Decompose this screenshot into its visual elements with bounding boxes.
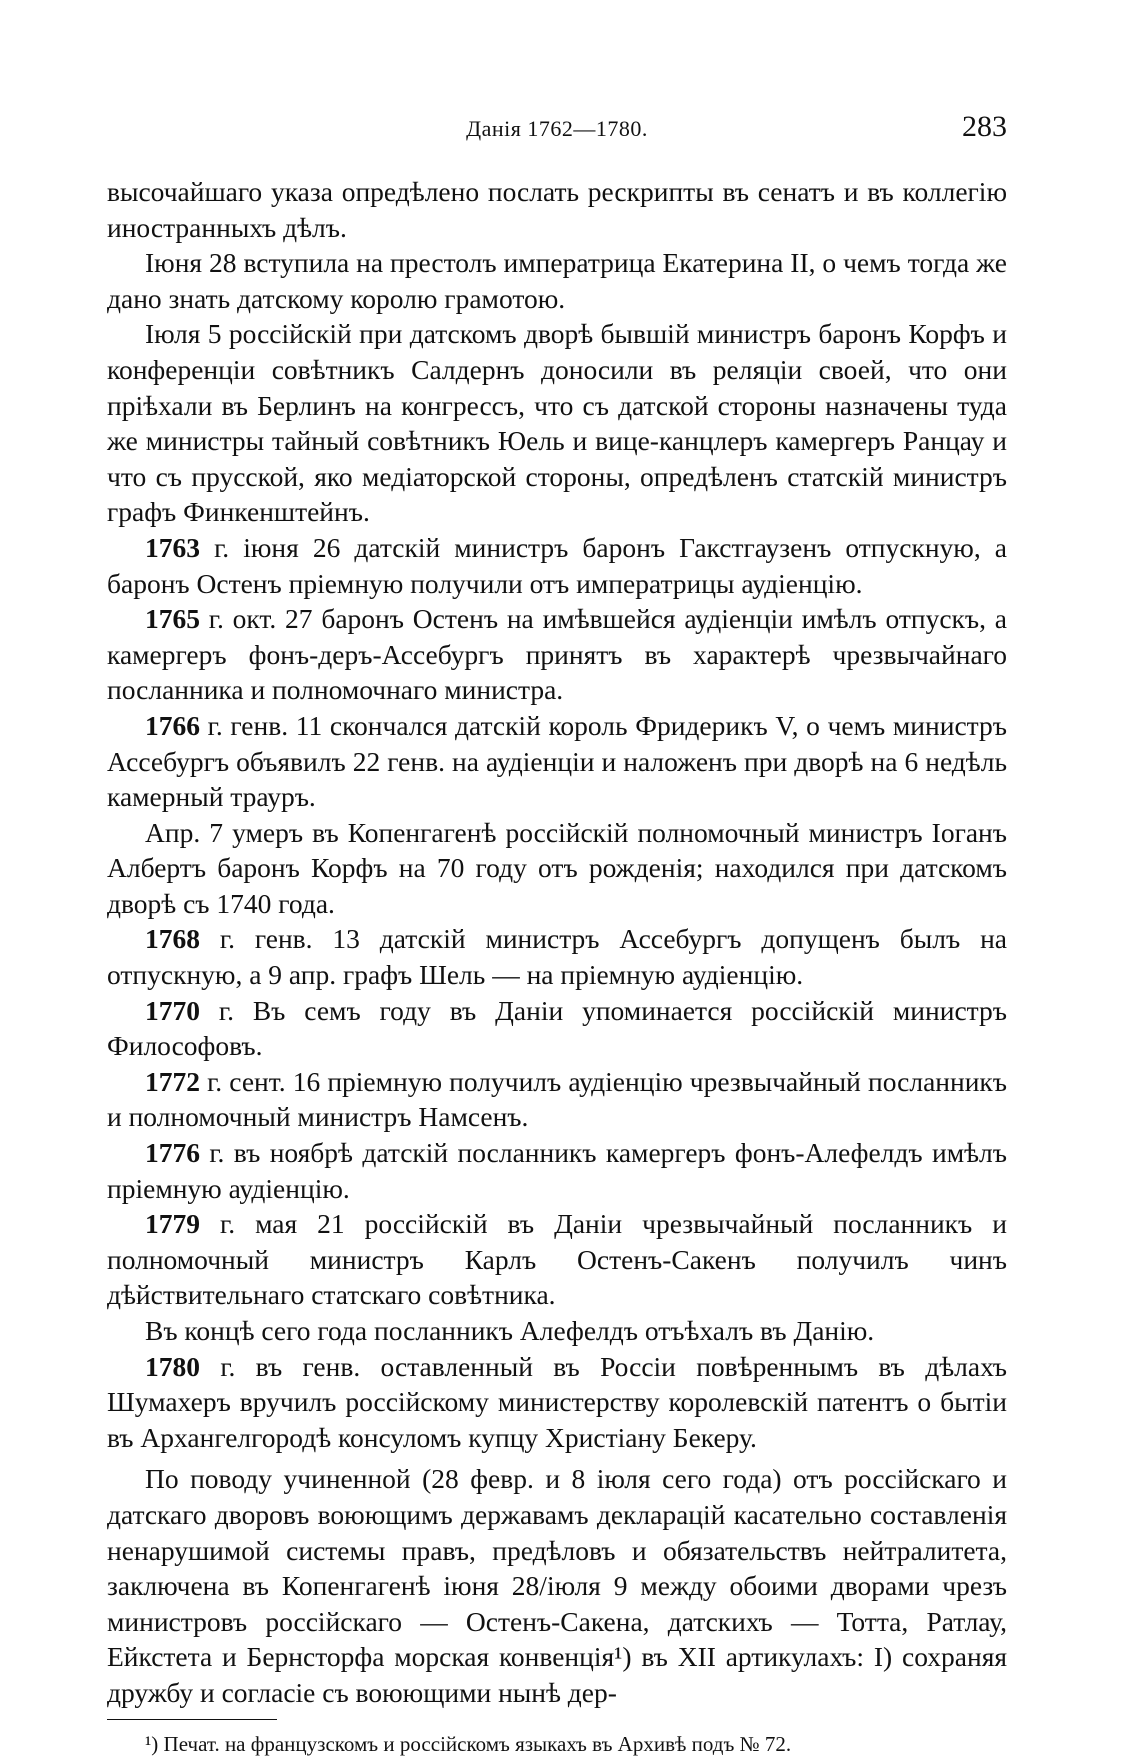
body-text	[107, 174, 1007, 1711]
paragraph	[107, 245, 1007, 316]
page-number: 283	[962, 110, 1007, 143]
paragraph	[107, 1313, 1007, 1349]
paragraph-text: Іюля 5 россійскій при датскомъ дворѣ бывшій министръ баронъ Корфъ и конференціи совѣтникъ Салдернъ доносили въ реляціи своей, что они пріѣхали въ Берлинъ на конгрессъ, что съ датской стороны назначены туда же министры тайный совѣтникъ Юель и вице-канцлеръ камергеръ Ранцау и что съ прусской, яко медіаторской стороны, опредѣленъ статскій министръ графъ Финкенштейнъ.	[107, 318, 1007, 528]
year-label: 1766	[145, 709, 200, 741]
paragraph-text: г. іюня 26 датскій министръ баронъ Гакстгаузенъ отпускную, а баронъ Остенъ пріемную получили отъ императрицы аудіенцію.	[107, 531, 1007, 599]
page-header	[107, 108, 1007, 150]
paragraph	[107, 316, 1007, 530]
paragraph-text: г. въ ноябрѣ датскій посланникъ камергеръ фонъ-Алефелдъ имѣлъ пріемную аудіенцію.	[107, 1137, 1007, 1204]
year-label: 1779	[145, 1208, 200, 1240]
year-label: 1780	[145, 1350, 200, 1382]
year-label: 1772	[145, 1065, 200, 1097]
paragraph-text: г. мая 21 россійскій въ Даніи чрезвычайный посланникъ и полномочный министръ Карлъ Остенъ-Сакенъ получилъ чинъ дѣйствительнаго статскаго совѣтника.	[107, 1208, 1007, 1311]
paragraph	[107, 815, 1007, 922]
footnote-marker: ¹)	[145, 1731, 159, 1756]
paragraph	[107, 530, 1007, 601]
paragraph	[107, 1135, 1007, 1206]
year-label: 1776	[145, 1137, 200, 1169]
running-title: Данія 1762—1780.	[466, 116, 648, 141]
footnote-divider	[107, 1719, 277, 1720]
year-label: 1765	[145, 603, 200, 635]
paragraph-text: г. генв. 13 датскій министръ Ассебургъ допущенъ былъ на отпускную, а 9 апр. графъ Шель — на пріемную аудіенцію.	[107, 923, 1007, 991]
footnote	[107, 1730, 1007, 1758]
year-label: 1763	[145, 531, 200, 563]
document-page	[107, 108, 1007, 1758]
footnote-text: Печат. на французскомъ и россійскомъ языкахъ въ Архивѣ подъ № 72.	[158, 1731, 792, 1756]
paragraph	[107, 1064, 1007, 1135]
paragraph-text: По поводу учиненной (28 февр. и 8 іюля сего года) отъ россійскаго и датскаго дворовъ воюющимъ державамъ декларацій касательно составленія ненарушимой системы правъ, предѣловъ и обязательствъ нейтралитета, заключена въ Копенгагенѣ іюня 28/іюля 9 между обоими дворами чрезъ министровъ россійскаго — Остенъ-Сакена, датскихъ — Тотта, Ратлау, Ейкстета и Бернсторфа морская конвенція¹) въ XII артикулахъ: I) сохраняя дружбу и согласіе съ воюющими нынѣ дер-	[107, 1463, 1007, 1708]
paragraph	[107, 1349, 1007, 1456]
year-label: 1768	[145, 923, 200, 955]
paragraph	[107, 921, 1007, 992]
paragraph-text: г. генв. 11 скончался датскій король Фридерикъ V, о чемъ министръ Ассебургъ объявилъ 22 генв. на аудіенціи и наложенъ при дворѣ на 6 недѣль камерный трауръ.	[107, 709, 1007, 813]
paragraph	[107, 174, 1007, 245]
paragraph-text: высочайшаго указа опредѣлено послать рескрипты въ сенатъ и въ коллегію иностранныхъ дѣлъ.	[107, 176, 1007, 243]
paragraph-text: г. окт. 27 баронъ Остенъ на имѣвшейся аудіенціи имѣлъ отпускъ, а камергеръ фонъ-деръ-Ассебургъ принятъ въ характерѣ чрезвычайнаго посланника и полномочнаго министра.	[107, 603, 1007, 706]
paragraph-text: г. въ генв. оставленный въ Россіи повѣреннымъ въ дѣлахъ Шумахеръ вручилъ россійскому министерству королевскій патентъ о бытіи въ Архангелгородѣ консуломъ купцу Христіану Бекеру.	[107, 1350, 1007, 1453]
paragraph	[107, 1461, 1007, 1710]
paragraph	[107, 708, 1007, 815]
paragraph-text: г. сент. 16 пріемную получилъ аудіенцію чрезвычайный посланникъ и полномочный министръ Намсенъ.	[107, 1065, 1007, 1133]
paragraph-text: Въ концѣ сего года посланникъ Алефелдъ отъѣхалъ въ Данію.	[145, 1315, 875, 1346]
paragraph	[107, 1206, 1007, 1313]
paragraph-text: Апр. 7 умеръ въ Копенгагенѣ россійскій полномочный министръ Іоганъ Албертъ баронъ Корфъ на 70 году отъ рожденія; находился при датскомъ дворѣ съ 1740 года.	[107, 816, 1007, 919]
paragraph-text: г. Въ семъ году въ Даніи упоминается россійскій министръ Философовъ.	[107, 994, 1007, 1062]
paragraph-text: Іюня 28 вступила на престолъ императрица Екатерина II, о чемъ тогда же дано знать датскому королю грамотою.	[107, 247, 1007, 314]
year-label: 1770	[145, 994, 200, 1026]
paragraph	[107, 601, 1007, 708]
paragraph	[107, 993, 1007, 1064]
